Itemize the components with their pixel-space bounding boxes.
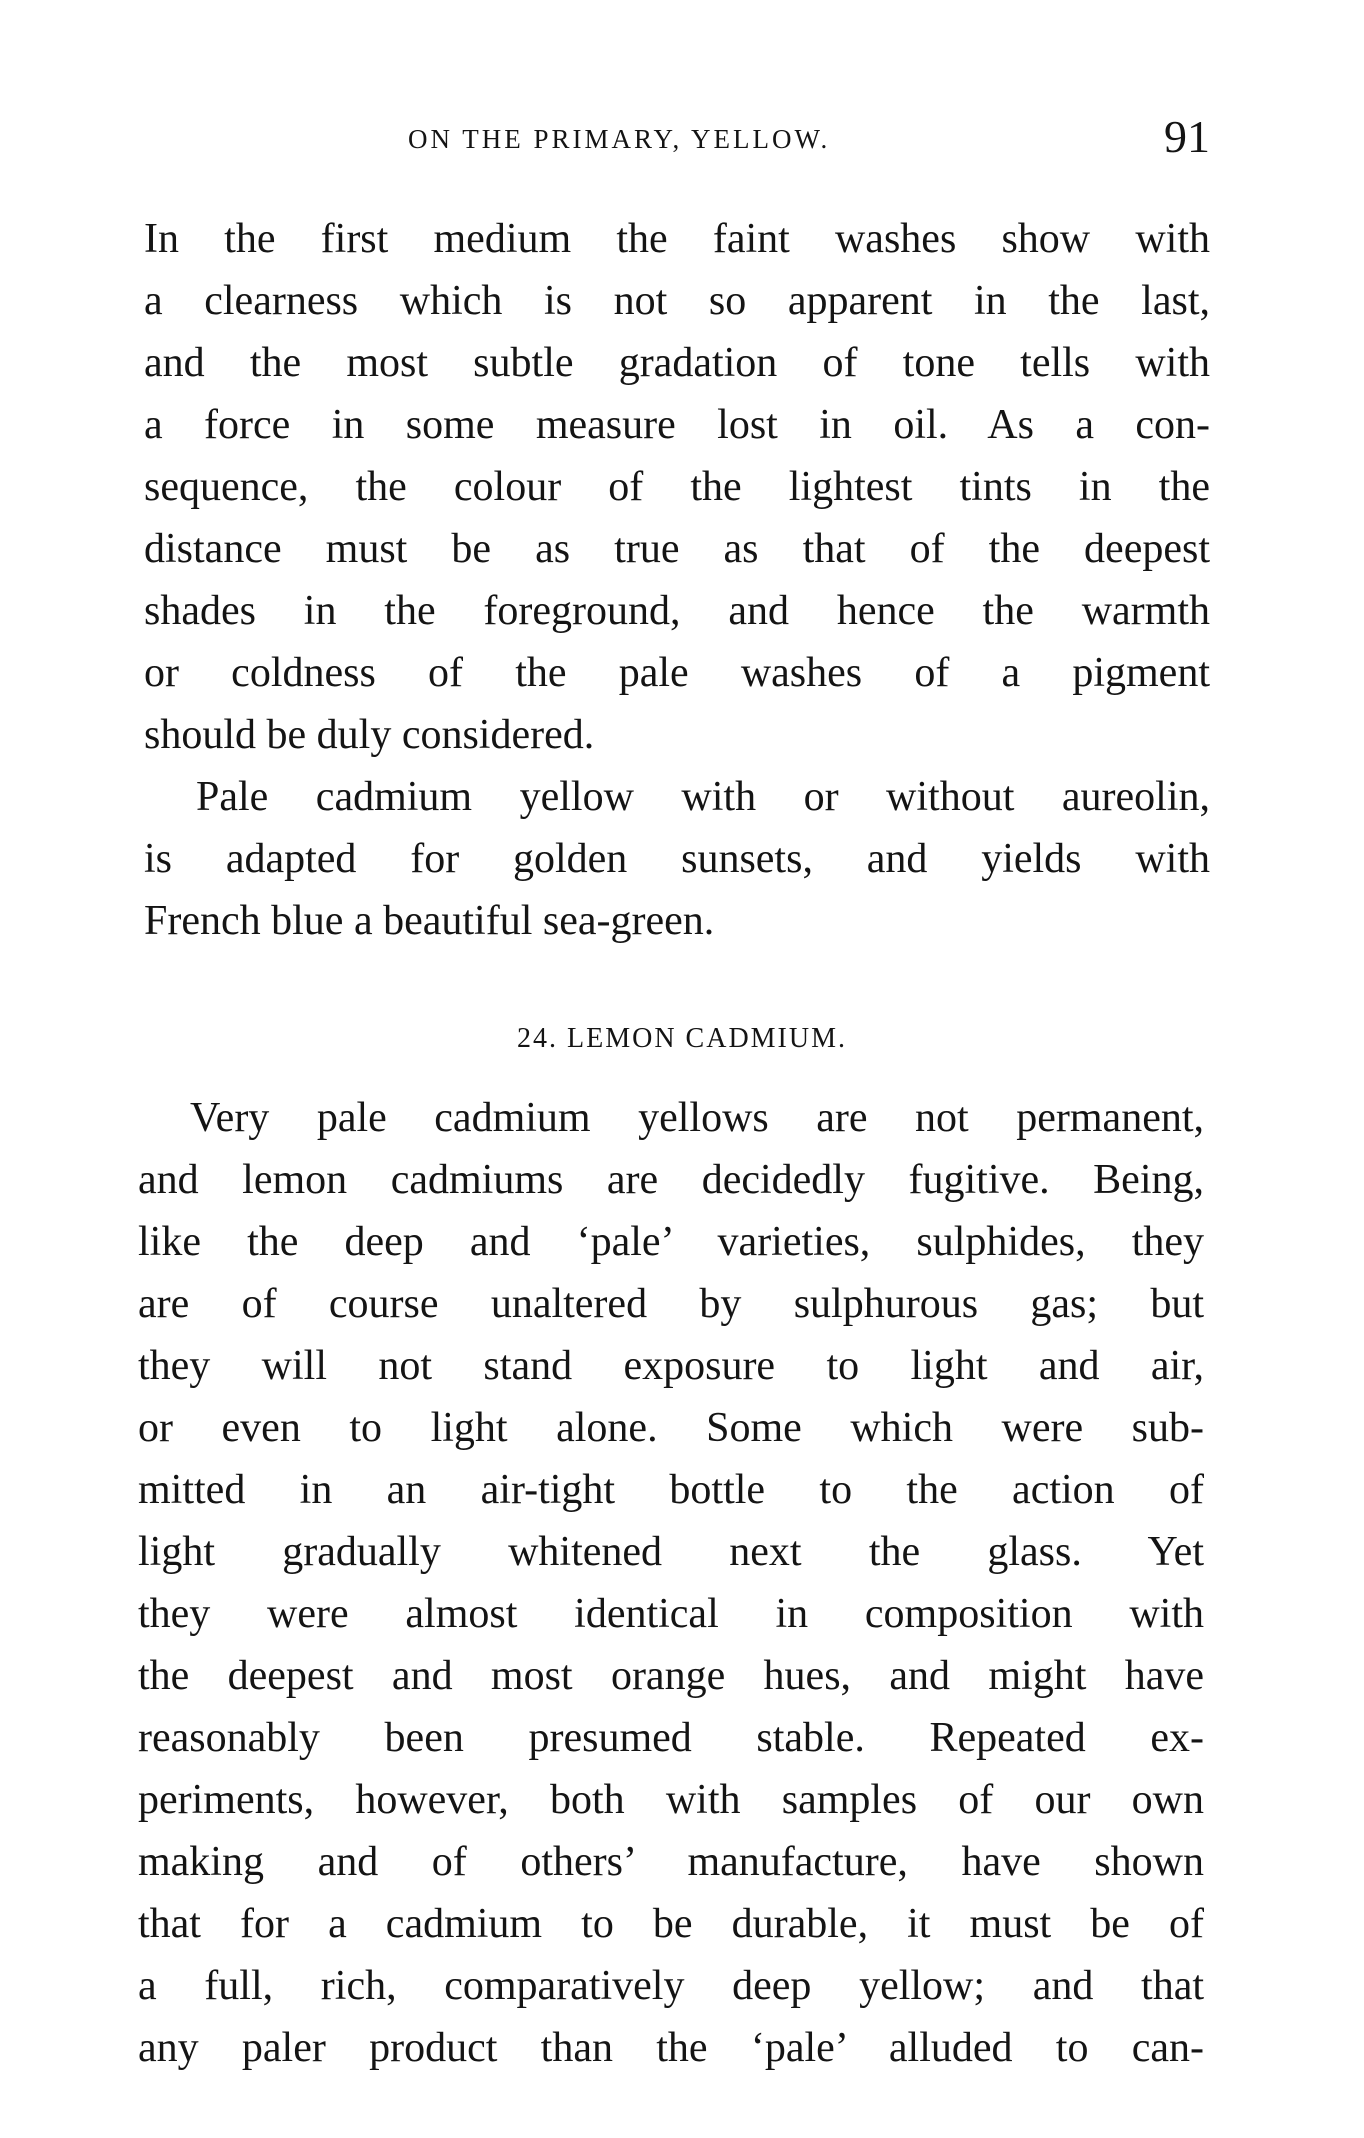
text-line: periments, however, both with samples of our own [138,1777,1204,1823]
text-line: a clearness which is not so apparent in the last, [144,278,1210,324]
text-line: and lemon cadmiums are decidedly fugitive. Being, [138,1157,1204,1203]
text-line: is adapted for golden sunsets, and yields with [144,836,1210,882]
paragraph [144,208,1210,766]
text-line: In the first medium the faint washes show with [144,216,1210,262]
text-line: any paler product than the ‘pale’ alluded to can- [138,2025,1204,2071]
running-title: ON THE PRIMARY, YELLOW. [408,124,831,154]
text-line: French blue a beautiful sea-green. [144,898,715,944]
text-line: light gradually whitened next the glass. Yet [138,1529,1204,1575]
page-number: 91 [1164,111,1210,162]
text-line: the deepest and most orange hues, and might have [138,1653,1204,1699]
text-line: shades in the foreground, and hence the warmth [144,588,1210,634]
text-line: or even to light alone. Some which were sub- [138,1405,1204,1451]
running-header [140,108,1210,172]
text-line: are of course unaltered by sulphurous gas; but [138,1281,1204,1327]
text-line: like the deep and ‘pale’ varieties, sulphides, they [138,1219,1204,1265]
text-line: Pale cadmium yellow with or without aureolin, [196,774,1210,820]
text-line: making and of others’ manufacture, have shown [138,1839,1204,1885]
section-heading: 24. LEMON CADMIUM. [517,1023,847,1054]
text-line: and the most subtle gradation of tone tells with [144,340,1210,386]
text-line: Very pale cadmium yellows are not permanent, [190,1095,1204,1141]
text-line: distance must be as true as that of the deepest [144,526,1210,572]
text-line: sequence, the colour of the lightest tints in the [144,464,1210,510]
text-line: reasonably been presumed stable. Repeated ex- [138,1715,1204,1761]
text-line: mitted in an air-tight bottle to the action of [138,1467,1204,1513]
text-line: or coldness of the pale washes of a pigment [144,650,1210,696]
paragraph [138,1087,1204,2079]
text-line: they were almost identical in composition with [138,1591,1204,1637]
paragraph [144,766,1210,952]
text-line: they will not stand exposure to light and air, [138,1343,1204,1389]
text-line: a full, rich, comparatively deep yellow; and that [138,1963,1204,2009]
text-line: a force in some measure lost in oil. As a con- [144,402,1210,448]
text-line: should be duly considered. [144,712,595,758]
text-line: that for a cadmium to be durable, it must be of [138,1901,1204,1947]
